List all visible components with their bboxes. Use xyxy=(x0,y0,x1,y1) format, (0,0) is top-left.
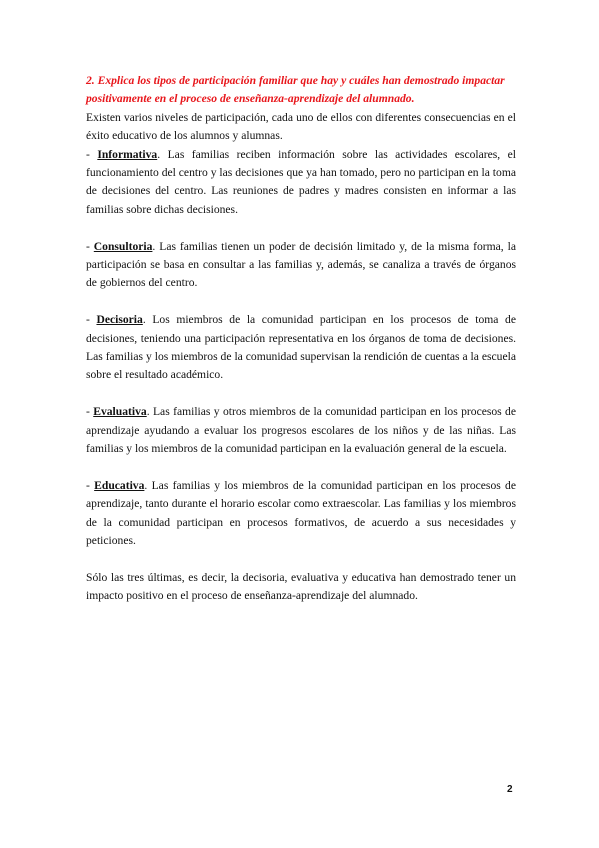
section-text: . Las familias tienen un poder de decisión limitado y, de la misma forma, la participación se basa en consultar a las familias y, además, se canaliza a través de órganos de gobiernos del centro. xyxy=(86,239,517,290)
section-dash: - xyxy=(86,147,98,161)
section-informativa xyxy=(86,146,516,220)
section-dash: - xyxy=(86,239,94,253)
question-heading: 2. Explica los tipos de participación familiar que hay y cuáles han demostrado impactar positivamente en el proceso de enseñanza-aprendizaje del alumnado. xyxy=(86,74,505,106)
section-consultoria xyxy=(86,238,516,293)
section-text: . Las familias y los miembros de la comunidad participan en los procesos de aprendizaje, tanto durante el horario escolar como extraescolar. Las familias y los miembros de la comunidad participan en procesos formativos, de acuerdo a sus necesidades y peticiones. xyxy=(86,478,516,548)
page-number: 2 xyxy=(507,784,513,795)
section-dash: - xyxy=(86,405,94,419)
term-consultoria: Consultoria xyxy=(93,239,153,253)
section-evaluativa xyxy=(86,403,516,458)
term-educativa: Educativa xyxy=(94,478,145,492)
document-body xyxy=(86,72,516,606)
section-dash: - xyxy=(86,313,97,327)
section-educativa xyxy=(86,477,516,551)
section-decisoria xyxy=(86,311,516,385)
section-text: . Los miembros de la comunidad participan en los procesos de toma de decisiones, teniendo una participación representativa en los órganos de toma de decisiones. Las familias y los miembros de la comunidad supervisan la rendición de cuentas a la escuela sobre el resultado académico. xyxy=(86,313,516,382)
conclusion-paragraph: Sólo las tres últimas, es decir, la decisoria, evaluativa y educativa han demostrado tener un impacto positivo en el proceso de enseñanza-aprendizaje del alumnado. xyxy=(86,570,516,603)
term-informativa: Informativa xyxy=(97,147,158,161)
section-text: . Las familias reciben información sobre las actividades escolares, el funcionamiento del centro y las decisiones que ya han tomado, pero no participan en la toma de decisiones del centro. Las reuniones de padres y madres consisten en informar a las familias sobre dichas decisiones. xyxy=(86,147,516,216)
term-evaluativa: Evaluativa xyxy=(93,405,147,419)
term-decisoria: Decisoria xyxy=(96,313,143,327)
section-text: . Las familias y otros miembros de la comunidad participan en los procesos de aprendizaje ayudando a evaluar los progresos escolares de los niños y de las niñas. Las familias y los miembros de la comunidad participan en la evaluación general de la escuela. xyxy=(86,405,516,456)
section-dash: - xyxy=(86,478,95,492)
intro-paragraph: Existen varios niveles de participación, cada uno de ellos con diferentes consecuencias en el éxito educativo de los alumnos y alumnas. xyxy=(86,110,516,143)
